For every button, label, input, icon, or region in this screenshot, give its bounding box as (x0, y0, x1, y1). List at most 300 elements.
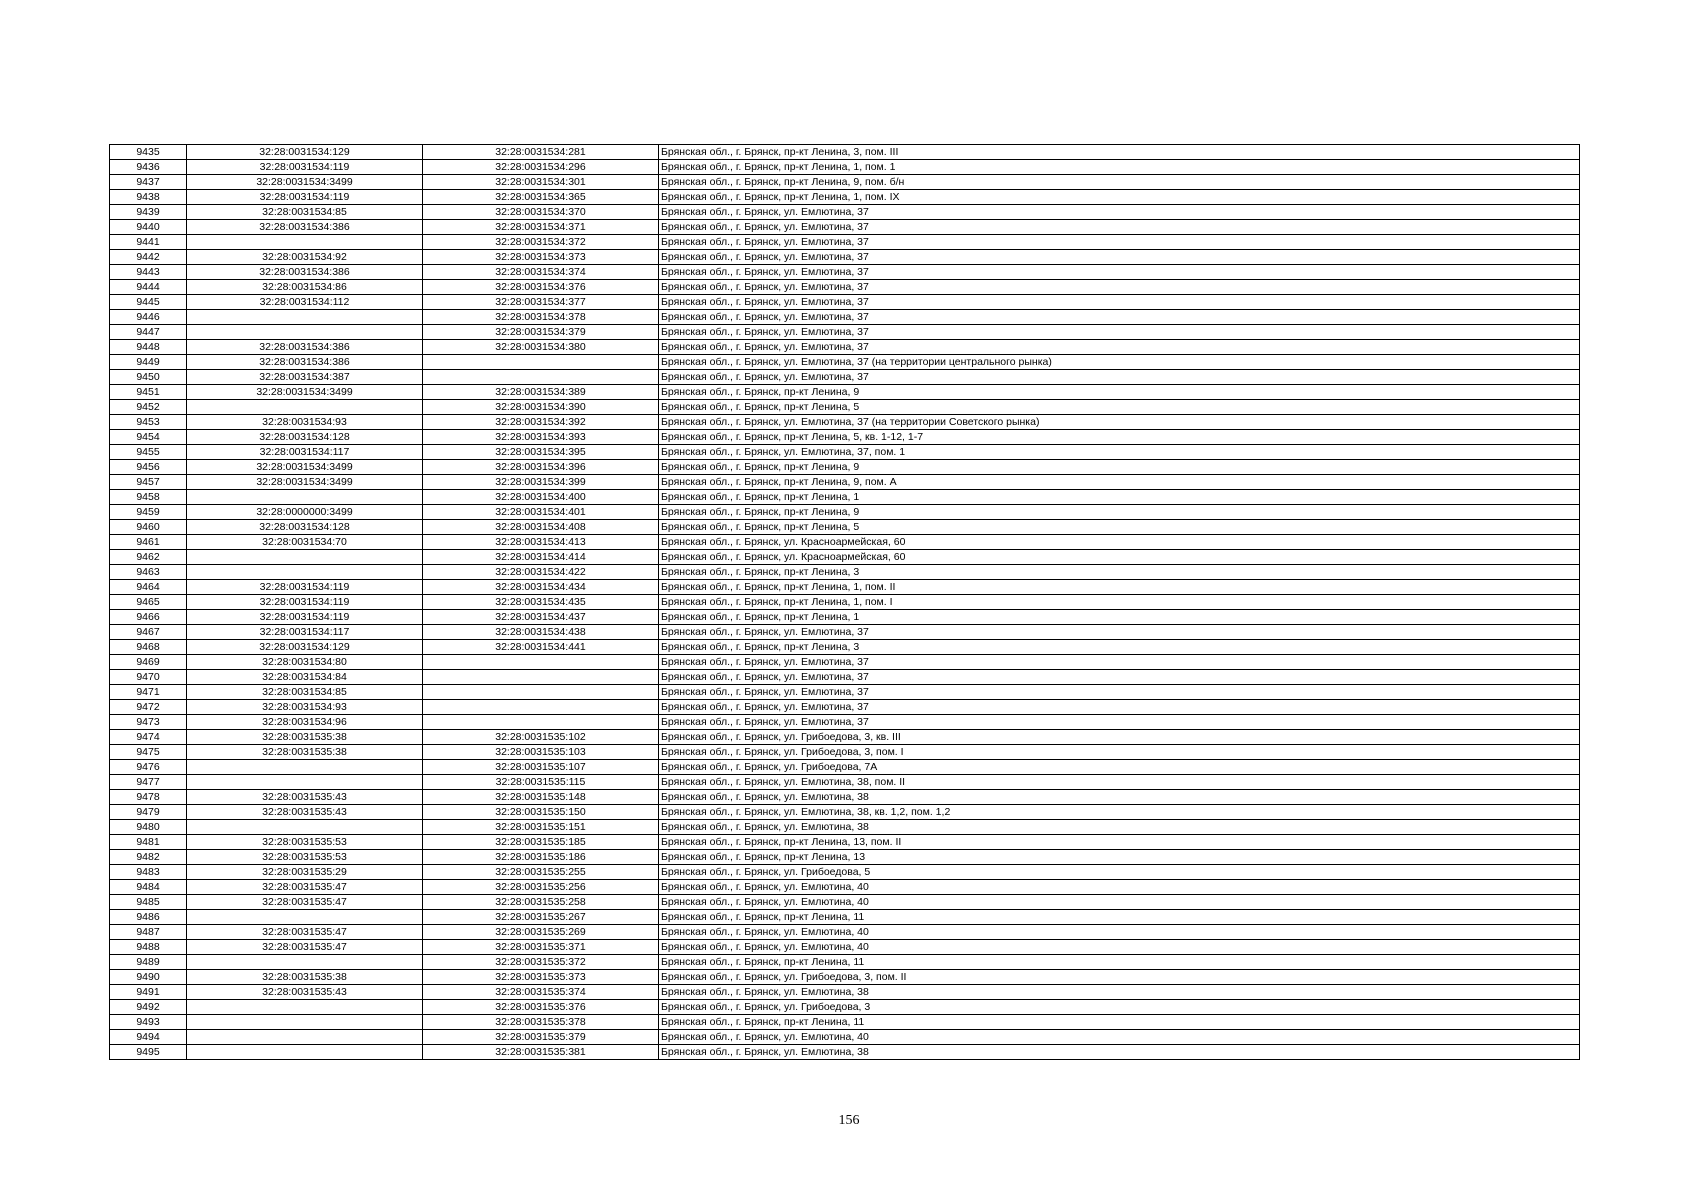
parcel-number-cell: 32:28:0000000:3499 (187, 505, 423, 520)
table-row (110, 475, 1580, 490)
address-cell: Брянская обл., г. Брянск, пр-кт Ленина, 5, кв. 1-12, 1-7 (659, 430, 1580, 445)
table-row (110, 520, 1580, 535)
address-cell: Брянская обл., г. Брянск, пр-кт Ленина, 13 (659, 850, 1580, 865)
table-row (110, 820, 1580, 835)
row-number-cell: 9459 (110, 505, 187, 520)
parcel-number-cell: 32:28:0031534:119 (187, 160, 423, 175)
table-row (110, 970, 1580, 985)
row-number-cell: 9450 (110, 370, 187, 385)
parcel-number-cell: 32:28:0031534:128 (187, 520, 423, 535)
object-number-cell: 32:28:0031534:370 (423, 205, 659, 220)
object-number-cell: 32:28:0031535:381 (423, 1045, 659, 1060)
row-number-cell: 9456 (110, 460, 187, 475)
address-cell: Брянская обл., г. Брянск, пр-кт Ленина, 9, пом. б/н (659, 175, 1580, 190)
parcel-number-cell: 32:28:0031534:117 (187, 625, 423, 640)
object-number-cell: 32:28:0031534:395 (423, 445, 659, 460)
table-row (110, 220, 1580, 235)
parcel-number-cell: 32:28:0031534:117 (187, 445, 423, 460)
table-row (110, 370, 1580, 385)
row-number-cell: 9484 (110, 880, 187, 895)
object-number-cell (423, 655, 659, 670)
table-row (110, 190, 1580, 205)
object-number-cell: 32:28:0031535:255 (423, 865, 659, 880)
parcel-number-cell: 32:28:0031534:70 (187, 535, 423, 550)
address-cell: Брянская обл., г. Брянск, ул. Емлютина, 37 (на территории Советского рынка) (659, 415, 1580, 430)
address-cell: Брянская обл., г. Брянск, ул. Емлютина, 37 (659, 700, 1580, 715)
parcel-number-cell (187, 1015, 423, 1030)
table-row (110, 625, 1580, 640)
address-cell: Брянская обл., г. Брянск, ул. Емлютина, 37 (659, 715, 1580, 730)
row-number-cell: 9436 (110, 160, 187, 175)
parcel-number-cell: 32:28:0031534:3499 (187, 475, 423, 490)
parcel-number-cell: 32:28:0031535:47 (187, 895, 423, 910)
address-cell: Брянская обл., г. Брянск, ул. Емлютина, 38, кв. 1,2, пом. 1,2 (659, 805, 1580, 820)
row-number-cell: 9447 (110, 325, 187, 340)
row-number-cell: 9483 (110, 865, 187, 880)
parcel-number-cell: 32:28:0031534:119 (187, 190, 423, 205)
address-cell: Брянская обл., г. Брянск, ул. Емлютина, 37 (659, 670, 1580, 685)
parcel-number-cell: 32:28:0031534:80 (187, 655, 423, 670)
parcel-number-cell: 32:28:0031535:47 (187, 925, 423, 940)
address-cell: Брянская обл., г. Брянск, ул. Емлютина, 37 (659, 280, 1580, 295)
row-number-cell: 9453 (110, 415, 187, 430)
object-number-cell: 32:28:0031535:267 (423, 910, 659, 925)
row-number-cell: 9446 (110, 310, 187, 325)
row-number-cell: 9478 (110, 790, 187, 805)
row-number-cell: 9492 (110, 1000, 187, 1015)
object-number-cell: 32:28:0031534:422 (423, 565, 659, 580)
object-number-cell: 32:28:0031534:408 (423, 520, 659, 535)
parcel-number-cell: 32:28:0031534:119 (187, 580, 423, 595)
address-cell: Брянская обл., г. Брянск, ул. Емлютина, 37 (659, 325, 1580, 340)
object-number-cell: 32:28:0031534:371 (423, 220, 659, 235)
row-number-cell: 9435 (110, 145, 187, 160)
object-number-cell: 32:28:0031535:115 (423, 775, 659, 790)
address-cell: Брянская обл., г. Брянск, пр-кт Ленина, 1 (659, 490, 1580, 505)
row-number-cell: 9467 (110, 625, 187, 640)
row-number-cell: 9477 (110, 775, 187, 790)
table-row (110, 160, 1580, 175)
table-row (110, 670, 1580, 685)
row-number-cell: 9476 (110, 760, 187, 775)
object-number-cell: 32:28:0031534:373 (423, 250, 659, 265)
parcel-number-cell (187, 775, 423, 790)
table-row (110, 235, 1580, 250)
row-number-cell: 9475 (110, 745, 187, 760)
address-cell: Брянская обл., г. Брянск, пр-кт Ленина, 9 (659, 505, 1580, 520)
table-row (110, 715, 1580, 730)
object-number-cell: 32:28:0031535:151 (423, 820, 659, 835)
address-cell: Брянская обл., г. Брянск, ул. Грибоедова, 3 (659, 1000, 1580, 1015)
table-row (110, 805, 1580, 820)
table-row (110, 940, 1580, 955)
object-number-cell: 32:28:0031535:148 (423, 790, 659, 805)
address-cell: Брянская обл., г. Брянск, ул. Емлютина, 37 (659, 310, 1580, 325)
address-cell: Брянская обл., г. Брянск, ул. Емлютина, 40 (659, 1030, 1580, 1045)
parcel-number-cell: 32:28:0031534:3499 (187, 460, 423, 475)
parcel-number-cell: 32:28:0031535:29 (187, 865, 423, 880)
object-number-cell: 32:28:0031535:374 (423, 985, 659, 1000)
object-number-cell: 32:28:0031534:438 (423, 625, 659, 640)
row-number-cell: 9460 (110, 520, 187, 535)
row-number-cell: 9438 (110, 190, 187, 205)
row-number-cell: 9491 (110, 985, 187, 1000)
object-number-cell: 32:28:0031535:378 (423, 1015, 659, 1030)
address-cell: Брянская обл., г. Брянск, ул. Емлютина, 37 (659, 340, 1580, 355)
table-row (110, 955, 1580, 970)
object-number-cell (423, 670, 659, 685)
row-number-cell: 9487 (110, 925, 187, 940)
table-row (110, 1030, 1580, 1045)
object-number-cell (423, 685, 659, 700)
object-number-cell: 32:28:0031534:379 (423, 325, 659, 340)
address-cell: Брянская обл., г. Брянск, ул. Емлютина, 37 (659, 265, 1580, 280)
parcel-number-cell: 32:28:0031534:112 (187, 295, 423, 310)
parcel-number-cell: 32:28:0031534:3499 (187, 175, 423, 190)
row-number-cell: 9452 (110, 400, 187, 415)
parcel-number-cell: 32:28:0031534:119 (187, 610, 423, 625)
registry-table (109, 144, 1580, 1060)
object-number-cell: 32:28:0031534:434 (423, 580, 659, 595)
table-row (110, 1015, 1580, 1030)
row-number-cell: 9458 (110, 490, 187, 505)
parcel-number-cell: 32:28:0031535:43 (187, 805, 423, 820)
address-cell: Брянская обл., г. Брянск, ул. Емлютина, 37 (659, 625, 1580, 640)
row-number-cell: 9474 (110, 730, 187, 745)
row-number-cell: 9445 (110, 295, 187, 310)
address-cell: Брянская обл., г. Брянск, пр-кт Ленина, 9 (659, 460, 1580, 475)
address-cell: Брянская обл., г. Брянск, ул. Красноармейская, 60 (659, 535, 1580, 550)
object-number-cell: 32:28:0031534:437 (423, 610, 659, 625)
address-cell: Брянская обл., г. Брянск, ул. Емлютина, 37 (659, 370, 1580, 385)
table-row (110, 790, 1580, 805)
table-row (110, 985, 1580, 1000)
object-number-cell: 32:28:0031535:185 (423, 835, 659, 850)
parcel-number-cell (187, 310, 423, 325)
row-number-cell: 9464 (110, 580, 187, 595)
address-cell: Брянская обл., г. Брянск, ул. Емлютина, 38 (659, 790, 1580, 805)
table-row (110, 175, 1580, 190)
object-number-cell: 32:28:0031535:256 (423, 880, 659, 895)
row-number-cell: 9461 (110, 535, 187, 550)
object-number-cell: 32:28:0031534:377 (423, 295, 659, 310)
table-row (110, 535, 1580, 550)
table-row (110, 880, 1580, 895)
address-cell: Брянская обл., г. Брянск, ул. Грибоедова, 7А (659, 760, 1580, 775)
parcel-number-cell (187, 400, 423, 415)
table-row (110, 730, 1580, 745)
object-number-cell: 32:28:0031534:393 (423, 430, 659, 445)
parcel-number-cell: 32:28:0031534:85 (187, 685, 423, 700)
object-number-cell (423, 700, 659, 715)
object-number-cell: 32:28:0031534:301 (423, 175, 659, 190)
address-cell: Брянская обл., г. Брянск, пр-кт Ленина, 9 (659, 385, 1580, 400)
row-number-cell: 9465 (110, 595, 187, 610)
table-row (110, 595, 1580, 610)
address-cell: Брянская обл., г. Брянск, ул. Грибоедова, 3, пом. II (659, 970, 1580, 985)
parcel-number-cell (187, 760, 423, 775)
address-cell: Брянская обл., г. Брянск, ул. Емлютина, 37 (659, 250, 1580, 265)
parcel-number-cell: 32:28:0031534:386 (187, 220, 423, 235)
object-number-cell: 32:28:0031535:102 (423, 730, 659, 745)
address-cell: Брянская обл., г. Брянск, пр-кт Ленина, 11 (659, 955, 1580, 970)
parcel-number-cell: 32:28:0031534:129 (187, 145, 423, 160)
parcel-number-cell: 32:28:0031534:84 (187, 670, 423, 685)
parcel-number-cell: 32:28:0031535:53 (187, 835, 423, 850)
parcel-number-cell: 32:28:0031534:85 (187, 205, 423, 220)
address-cell: Брянская обл., г. Брянск, ул. Емлютина, 38 (659, 985, 1580, 1000)
row-number-cell: 9481 (110, 835, 187, 850)
table-row (110, 760, 1580, 775)
row-number-cell: 9485 (110, 895, 187, 910)
object-number-cell: 32:28:0031534:435 (423, 595, 659, 610)
address-cell: Брянская обл., г. Брянск, пр-кт Ленина, 11 (659, 1015, 1580, 1030)
row-number-cell: 9479 (110, 805, 187, 820)
table-row (110, 895, 1580, 910)
table-row (110, 295, 1580, 310)
row-number-cell: 9480 (110, 820, 187, 835)
parcel-number-cell (187, 565, 423, 580)
address-cell: Брянская обл., г. Брянск, пр-кт Ленина, 1, пом. IX (659, 190, 1580, 205)
table-row (110, 250, 1580, 265)
parcel-number-cell: 32:28:0031534:96 (187, 715, 423, 730)
address-cell: Брянская обл., г. Брянск, ул. Красноармейская, 60 (659, 550, 1580, 565)
parcel-number-cell: 32:28:0031535:53 (187, 850, 423, 865)
table-row (110, 835, 1580, 850)
object-number-cell: 32:28:0031534:392 (423, 415, 659, 430)
object-number-cell: 32:28:0031534:378 (423, 310, 659, 325)
object-number-cell: 32:28:0031534:400 (423, 490, 659, 505)
table-row (110, 460, 1580, 475)
row-number-cell: 9489 (110, 955, 187, 970)
object-number-cell: 32:28:0031534:413 (423, 535, 659, 550)
address-cell: Брянская обл., г. Брянск, пр-кт Ленина, 3 (659, 565, 1580, 580)
table-row (110, 145, 1580, 160)
row-number-cell: 9486 (110, 910, 187, 925)
table-row (110, 565, 1580, 580)
row-number-cell: 9437 (110, 175, 187, 190)
address-cell: Брянская обл., г. Брянск, ул. Емлютина, 37 (659, 220, 1580, 235)
object-number-cell: 32:28:0031534:380 (423, 340, 659, 355)
row-number-cell: 9448 (110, 340, 187, 355)
table-row (110, 910, 1580, 925)
row-number-cell: 9482 (110, 850, 187, 865)
table-row (110, 355, 1580, 370)
parcel-number-cell: 32:28:0031535:38 (187, 970, 423, 985)
parcel-number-cell: 32:28:0031535:43 (187, 985, 423, 1000)
table-row (110, 925, 1580, 940)
row-number-cell: 9454 (110, 430, 187, 445)
table-row (110, 655, 1580, 670)
table-row (110, 505, 1580, 520)
table-row (110, 400, 1580, 415)
table-row (110, 700, 1580, 715)
parcel-number-cell: 32:28:0031534:93 (187, 700, 423, 715)
parcel-number-cell: 32:28:0031534:93 (187, 415, 423, 430)
row-number-cell: 9490 (110, 970, 187, 985)
parcel-number-cell: 32:28:0031534:129 (187, 640, 423, 655)
address-cell: Брянская обл., г. Брянск, пр-кт Ленина, 9, пом. А (659, 475, 1580, 490)
address-cell: Брянская обл., г. Брянск, пр-кт Ленина, 1, пом. I (659, 595, 1580, 610)
table-row (110, 415, 1580, 430)
address-cell: Брянская обл., г. Брянск, ул. Емлютина, 37, пом. 1 (659, 445, 1580, 460)
parcel-number-cell (187, 1000, 423, 1015)
object-number-cell (423, 355, 659, 370)
parcel-number-cell: 32:28:0031535:38 (187, 745, 423, 760)
table-row (110, 550, 1580, 565)
object-number-cell: 32:28:0031535:269 (423, 925, 659, 940)
object-number-cell: 32:28:0031535:379 (423, 1030, 659, 1045)
object-number-cell: 32:28:0031535:150 (423, 805, 659, 820)
row-number-cell: 9466 (110, 610, 187, 625)
parcel-number-cell: 32:28:0031534:119 (187, 595, 423, 610)
parcel-number-cell: 32:28:0031534:386 (187, 265, 423, 280)
parcel-number-cell: 32:28:0031535:47 (187, 880, 423, 895)
address-cell: Брянская обл., г. Брянск, ул. Емлютина, 38 (659, 1045, 1580, 1060)
object-number-cell: 32:28:0031534:390 (423, 400, 659, 415)
object-number-cell: 32:28:0031534:396 (423, 460, 659, 475)
table-row (110, 340, 1580, 355)
table-row (110, 325, 1580, 340)
address-cell: Брянская обл., г. Брянск, ул. Грибоедова, 3, пом. I (659, 745, 1580, 760)
row-number-cell: 9471 (110, 685, 187, 700)
parcel-number-cell: 32:28:0031535:38 (187, 730, 423, 745)
table-row (110, 745, 1580, 760)
object-number-cell: 32:28:0031534:376 (423, 280, 659, 295)
address-cell: Брянская обл., г. Брянск, ул. Емлютина, 40 (659, 940, 1580, 955)
object-number-cell (423, 715, 659, 730)
table-row (110, 265, 1580, 280)
address-cell: Брянская обл., г. Брянск, ул. Емлютина, 40 (659, 895, 1580, 910)
parcel-number-cell: 32:28:0031534:92 (187, 250, 423, 265)
parcel-number-cell: 32:28:0031534:128 (187, 430, 423, 445)
address-cell: Брянская обл., г. Брянск, пр-кт Ленина, 1 (659, 610, 1580, 625)
table-row (110, 430, 1580, 445)
table-row (110, 445, 1580, 460)
row-number-cell: 9488 (110, 940, 187, 955)
row-number-cell: 9495 (110, 1045, 187, 1060)
object-number-cell: 32:28:0031535:371 (423, 940, 659, 955)
table-row (110, 775, 1580, 790)
table-row (110, 310, 1580, 325)
object-number-cell (423, 370, 659, 385)
row-number-cell: 9441 (110, 235, 187, 250)
row-number-cell: 9469 (110, 655, 187, 670)
row-number-cell: 9439 (110, 205, 187, 220)
row-number-cell: 9440 (110, 220, 187, 235)
address-cell: Брянская обл., г. Брянск, пр-кт Ленина, 3 (659, 640, 1580, 655)
registry-table-body (110, 145, 1580, 1060)
parcel-number-cell: 32:28:0031535:47 (187, 940, 423, 955)
object-number-cell: 32:28:0031534:401 (423, 505, 659, 520)
row-number-cell: 9494 (110, 1030, 187, 1045)
parcel-number-cell (187, 550, 423, 565)
address-cell: Брянская обл., г. Брянск, ул. Грибоедова, 3, кв. III (659, 730, 1580, 745)
row-number-cell: 9457 (110, 475, 187, 490)
table-row (110, 385, 1580, 400)
parcel-number-cell (187, 1045, 423, 1060)
parcel-number-cell (187, 235, 423, 250)
object-number-cell: 32:28:0031535:186 (423, 850, 659, 865)
object-number-cell: 32:28:0031534:365 (423, 190, 659, 205)
object-number-cell: 32:28:0031535:373 (423, 970, 659, 985)
table-row (110, 1045, 1580, 1060)
row-number-cell: 9472 (110, 700, 187, 715)
parcel-number-cell: 32:28:0031534:386 (187, 340, 423, 355)
table-row (110, 280, 1580, 295)
parcel-number-cell: 32:28:0031534:387 (187, 370, 423, 385)
object-number-cell: 32:28:0031534:372 (423, 235, 659, 250)
parcel-number-cell (187, 1030, 423, 1045)
object-number-cell: 32:28:0031535:376 (423, 1000, 659, 1015)
address-cell: Брянская обл., г. Брянск, пр-кт Ленина, 3, пом. III (659, 145, 1580, 160)
row-number-cell: 9442 (110, 250, 187, 265)
address-cell: Брянская обл., г. Брянск, ул. Емлютина, 37 (659, 685, 1580, 700)
object-number-cell: 32:28:0031535:107 (423, 760, 659, 775)
row-number-cell: 9455 (110, 445, 187, 460)
parcel-number-cell (187, 325, 423, 340)
row-number-cell: 9493 (110, 1015, 187, 1030)
row-number-cell: 9468 (110, 640, 187, 655)
parcel-number-cell: 32:28:0031534:3499 (187, 385, 423, 400)
row-number-cell: 9449 (110, 355, 187, 370)
object-number-cell: 32:28:0031534:441 (423, 640, 659, 655)
parcel-number-cell: 32:28:0031534:386 (187, 355, 423, 370)
table-row (110, 1000, 1580, 1015)
object-number-cell: 32:28:0031534:374 (423, 265, 659, 280)
object-number-cell: 32:28:0031535:258 (423, 895, 659, 910)
row-number-cell: 9462 (110, 550, 187, 565)
address-cell: Брянская обл., г. Брянск, ул. Емлютина, 37 (659, 295, 1580, 310)
object-number-cell: 32:28:0031534:296 (423, 160, 659, 175)
parcel-number-cell: 32:28:0031535:43 (187, 790, 423, 805)
table-row (110, 580, 1580, 595)
row-number-cell: 9444 (110, 280, 187, 295)
table-row (110, 205, 1580, 220)
address-cell: Брянская обл., г. Брянск, ул. Емлютина, 40 (659, 925, 1580, 940)
object-number-cell: 32:28:0031534:281 (423, 145, 659, 160)
address-cell: Брянская обл., г. Брянск, пр-кт Ленина, 13, пом. II (659, 835, 1580, 850)
address-cell: Брянская обл., г. Брянск, пр-кт Ленина, 5 (659, 400, 1580, 415)
address-cell: Брянская обл., г. Брянск, ул. Емлютина, 40 (659, 880, 1580, 895)
row-number-cell: 9463 (110, 565, 187, 580)
row-number-cell: 9473 (110, 715, 187, 730)
object-number-cell: 32:28:0031534:414 (423, 550, 659, 565)
row-number-cell: 9470 (110, 670, 187, 685)
parcel-number-cell (187, 910, 423, 925)
table-row (110, 610, 1580, 625)
address-cell: Брянская обл., г. Брянск, ул. Емлютина, 37 (659, 235, 1580, 250)
object-number-cell: 32:28:0031535:372 (423, 955, 659, 970)
table-row (110, 685, 1580, 700)
row-number-cell: 9451 (110, 385, 187, 400)
parcel-number-cell (187, 490, 423, 505)
address-cell: Брянская обл., г. Брянск, пр-кт Ленина, 5 (659, 520, 1580, 535)
address-cell: Брянская обл., г. Брянск, ул. Грибоедова, 5 (659, 865, 1580, 880)
table-row (110, 490, 1580, 505)
address-cell: Брянская обл., г. Брянск, ул. Емлютина, 37 (659, 655, 1580, 670)
object-number-cell: 32:28:0031534:389 (423, 385, 659, 400)
object-number-cell: 32:28:0031535:103 (423, 745, 659, 760)
row-number-cell: 9443 (110, 265, 187, 280)
address-cell: Брянская обл., г. Брянск, пр-кт Ленина, 11 (659, 910, 1580, 925)
table-row (110, 850, 1580, 865)
object-number-cell: 32:28:0031534:399 (423, 475, 659, 490)
address-cell: Брянская обл., г. Брянск, ул. Емлютина, 38 (659, 820, 1580, 835)
table-row (110, 640, 1580, 655)
address-cell: Брянская обл., г. Брянск, ул. Емлютина, 38, пом. II (659, 775, 1580, 790)
table-row (110, 865, 1580, 880)
